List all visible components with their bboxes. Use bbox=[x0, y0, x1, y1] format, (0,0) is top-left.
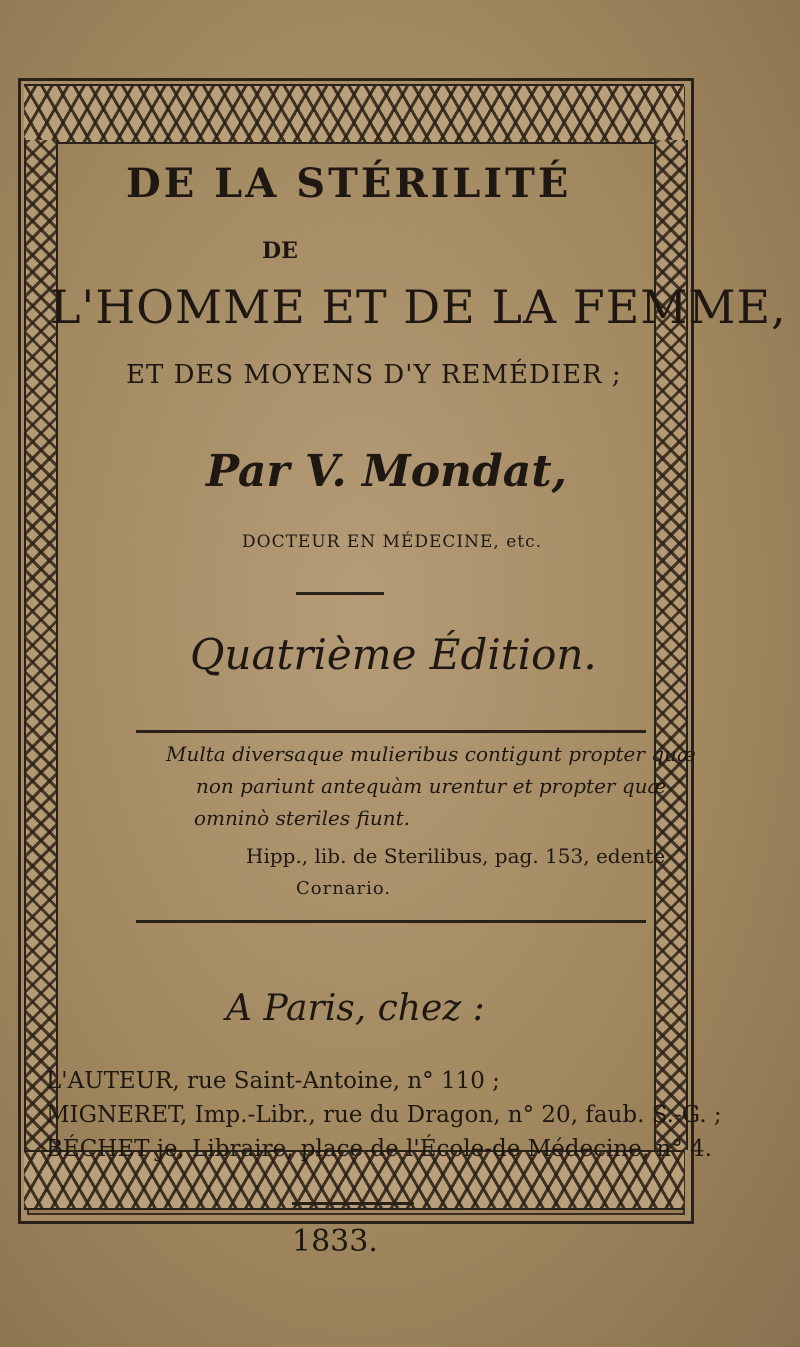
imprint-line-1: L'AUTEUR, rue Saint-Antoine, n° 110 ; bbox=[46, 1068, 500, 1094]
epigraph-editor: Cornario. bbox=[296, 878, 392, 899]
divider-epigraph-top bbox=[136, 730, 646, 733]
divider-year bbox=[292, 1202, 414, 1205]
imprint-place: A Paris, chez : bbox=[226, 988, 485, 1029]
epigraph-line-3: omninò steriles fiunt. bbox=[194, 806, 411, 830]
divider-epigraph-bottom bbox=[136, 920, 646, 923]
imprint-line-3: BÉCHET je, Libraire, place de l'École-de Médecine, n° 4. bbox=[46, 1136, 712, 1162]
author-degree: DOCTEUR EN MÉDECINE, etc. bbox=[242, 532, 543, 552]
epigraph-line-2: non pariunt antequàm urentur et propter quæ bbox=[196, 774, 667, 798]
epigraph-citation: Hipp., lib. de Sterilibus, pag. 153, edente bbox=[246, 844, 666, 868]
imprint-line-2: MIGNERET, Imp.-Libr., rue du Dragon, n° 20, faub. S.-G. ; bbox=[46, 1102, 722, 1128]
divider-short bbox=[296, 592, 384, 595]
title-line-4: ET DES MOYENS D'Y REMÉDIER ; bbox=[126, 360, 622, 390]
publication-year: 1833. bbox=[292, 1224, 378, 1259]
edition-label: Quatrième Édition. bbox=[190, 630, 597, 679]
title-line-3: L'HOMME ET DE LA FEMME, bbox=[50, 280, 787, 334]
epigraph-line-1: Multa diversaque mulieribus contigunt propter quæ bbox=[166, 742, 696, 766]
top-ornament-band bbox=[24, 84, 684, 144]
title-line-2: DE bbox=[262, 238, 298, 264]
author-name: Par V. Mondat, bbox=[206, 446, 567, 497]
title-line-1: DE LA STÉRILITÉ bbox=[126, 160, 572, 207]
